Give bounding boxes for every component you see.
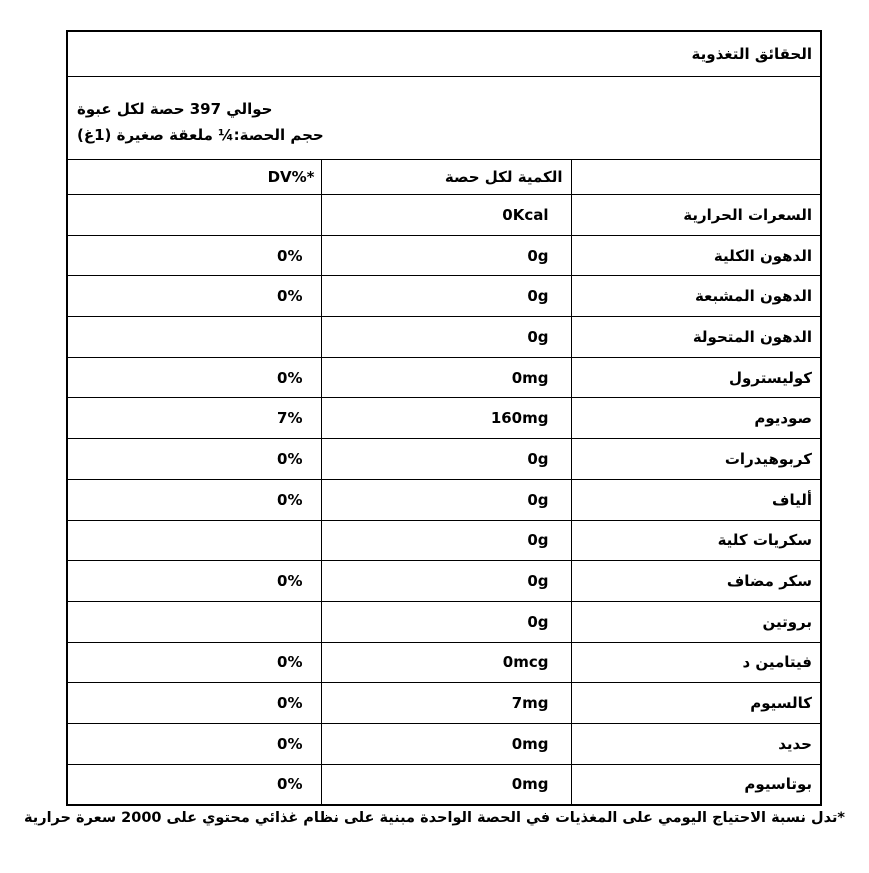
nutrient-dv: 0% [67,561,321,602]
nutrient-column-header [571,160,821,195]
nutrient-dv: 0% [67,683,321,724]
servings-per-container: حوالي 397 حصة لكل عبوة [77,100,273,118]
nutrient-amount: 0g [321,439,571,480]
nutrient-dv: 0% [67,357,321,398]
title-row [67,31,821,77]
nutrient-dv: 0% [67,235,321,276]
nutrient-name: ألياف [571,479,821,520]
daily-value-footnote: *تدل نسبة الاحتياج اليومي على المغذيات في الحصة الواحدة مبنية على نظام غذائي محتوي على 2000 سعرة حرارية [23,810,846,826]
nutrient-dv: 0% [67,723,321,764]
row-calories [67,195,821,236]
nutrient-amount: 0mg [321,764,571,805]
row-total-fat [67,235,821,276]
nutrient-name: صوديوم [571,398,821,439]
nutrient-name: سكريات كلية [571,520,821,561]
nutrient-dv [67,195,321,236]
nutrient-amount: 0g [321,520,571,561]
nutrient-name: الدهون المشبعة [571,276,821,317]
label-title: الحقائق التغذوية [67,31,821,77]
row-sodium [67,398,821,439]
nutrient-name: السعرات الحرارية [571,195,821,236]
nutrient-amount: 0g [321,317,571,358]
nutrient-dv: 0% [67,439,321,480]
row-iron [67,723,821,764]
nutrient-dv: 7% [67,398,321,439]
nutrient-amount: 160mg [321,398,571,439]
column-header-row [67,160,821,195]
serving-info-cell [67,77,821,160]
nutrient-dv: 0% [67,479,321,520]
nutrient-name: كربوهيدرات [571,439,821,480]
row-saturated-fat [67,276,821,317]
nutrient-amount: 0Kcal [321,195,571,236]
nutrient-dv [67,317,321,358]
serving-size: حجم الحصة:¼ ملعقة صغيرة (1غ) [77,126,324,144]
row-calcium [67,683,821,724]
nutrient-name: كالسيوم [571,683,821,724]
nutrient-name: حديد [571,723,821,764]
nutrient-amount: 0mcg [321,642,571,683]
nutrition-facts-table [66,30,822,806]
nutrient-name: كوليسترول [571,357,821,398]
daily-value-header: DV%* [67,160,321,195]
nutrient-name: فيتامين د [571,642,821,683]
row-potassium [67,764,821,805]
nutrient-name: الدهون المتحولة [571,317,821,358]
serving-info-row [67,77,821,160]
nutrient-dv [67,520,321,561]
nutrient-amount: 0g [321,479,571,520]
nutrient-name: بروتين [571,601,821,642]
row-added-sugar [67,561,821,602]
row-vitamin-d [67,642,821,683]
nutrient-amount: 0g [321,561,571,602]
row-total-sugars [67,520,821,561]
nutrient-name: الدهون الكلية [571,235,821,276]
nutrient-dv: 0% [67,276,321,317]
nutrient-name: سكر مضاف [571,561,821,602]
row-cholesterol [67,357,821,398]
nutrient-amount: 0g [321,235,571,276]
nutrient-amount: 0mg [321,723,571,764]
nutrient-dv: 0% [67,764,321,805]
nutrient-amount: 0mg [321,357,571,398]
row-carbohydrates [67,439,821,480]
nutrient-dv: 0% [67,642,321,683]
amount-per-serving-header: الكمية لكل حصة [321,160,571,195]
nutrient-dv [67,601,321,642]
nutrient-name: بوتاسيوم [571,764,821,805]
row-trans-fat [67,317,821,358]
nutrient-amount: 0g [321,276,571,317]
nutrient-amount: 7mg [321,683,571,724]
row-fiber [67,479,821,520]
nutrient-amount: 0g [321,601,571,642]
row-protein [67,601,821,642]
